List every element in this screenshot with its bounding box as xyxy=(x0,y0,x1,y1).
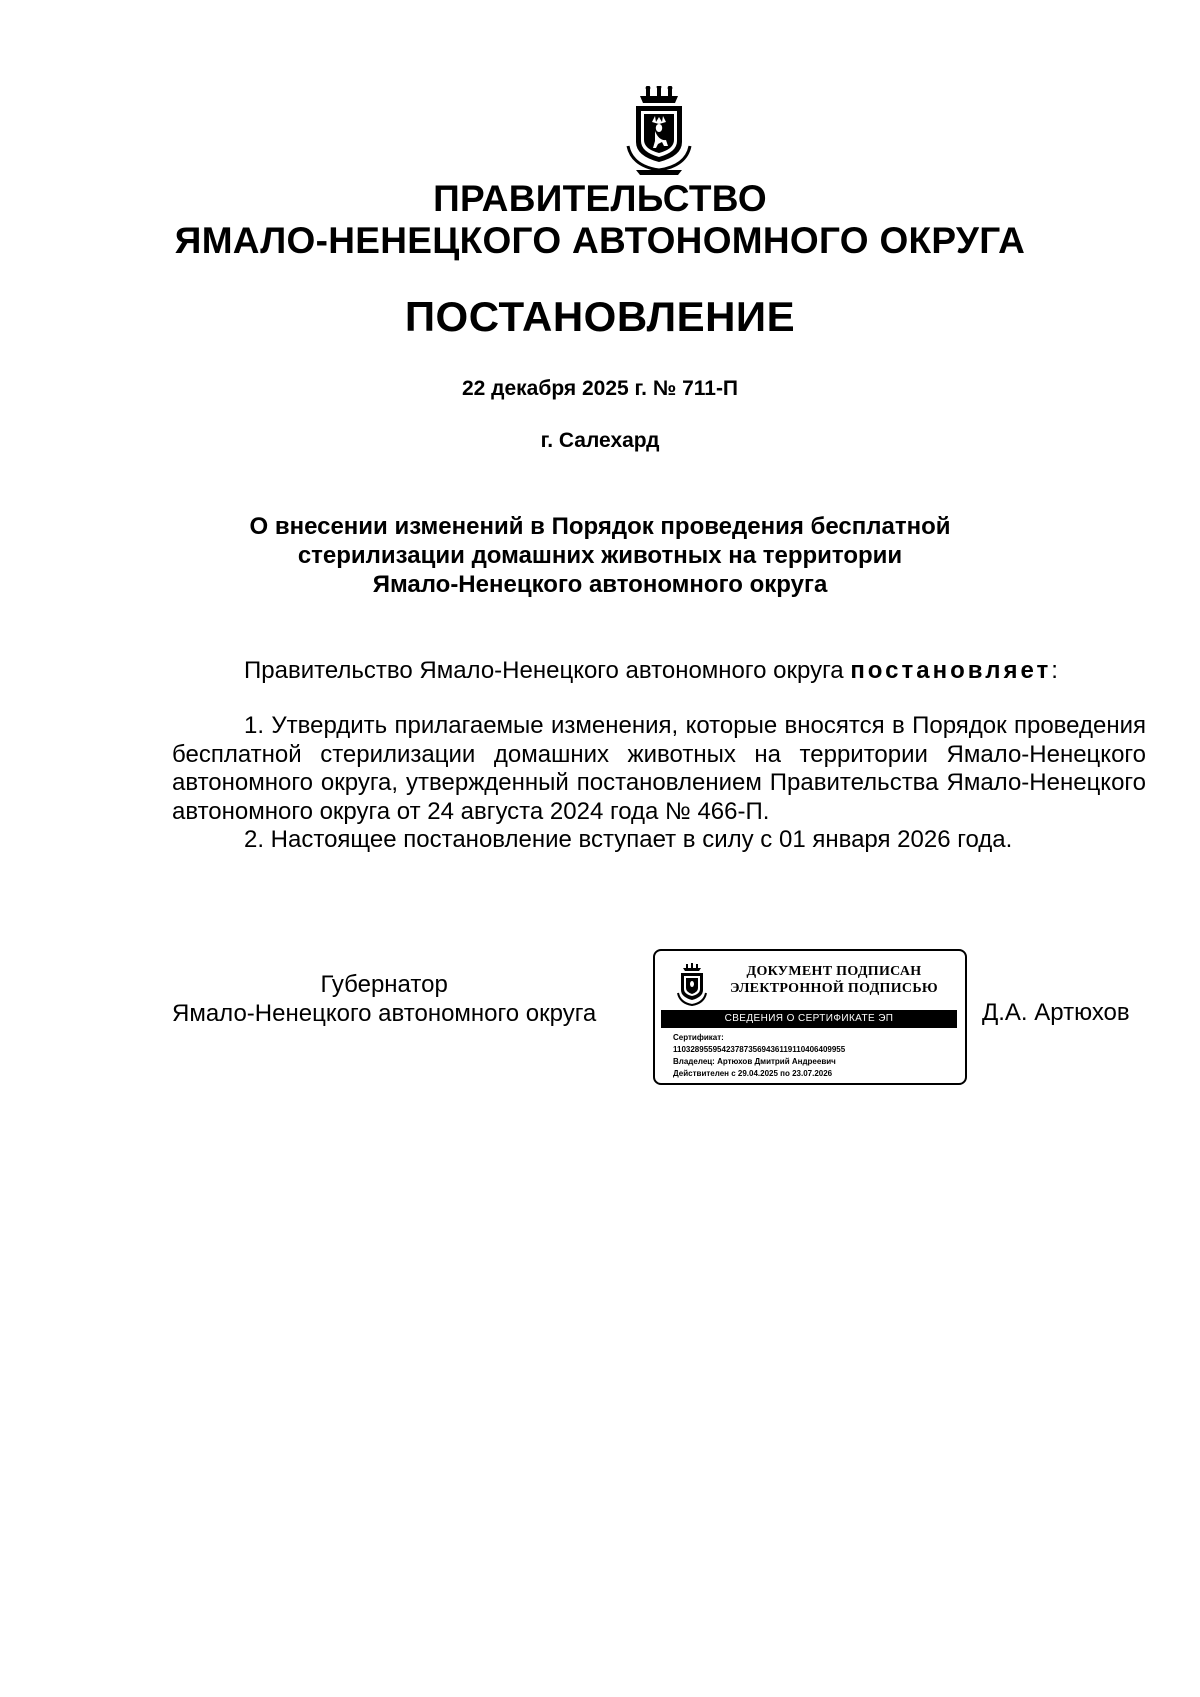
signatory-title-line-1: Губернатор xyxy=(320,971,448,998)
subject-line: О внесении изменений в Порядок проведения бесплатной xyxy=(249,513,951,540)
certificate-owner: Владелец: Артюхов Дмитрий Андреевич xyxy=(673,1057,836,1066)
certificate-number: 110328955954237873569436119110406409955 xyxy=(673,1045,846,1054)
document-body xyxy=(172,712,1146,855)
subject-line: стерилизации домашних животных на территории xyxy=(297,542,903,569)
preamble-decree-word: постановляет xyxy=(850,657,1052,684)
paragraph-1: 1. Утвердить прилагаемые изменения, которые вносятся в Порядок проведения бесплатной стерилизации домашних животных на территории Ямало-Ненецкого автономного округа, утвержденный постановлением Правительства Ямало-Ненецкого автономного округа от 24 августа 2024 года № 466-П. xyxy=(172,712,1146,825)
signatory-name: Д.А. Артюхов xyxy=(982,999,1130,1026)
certificate-details xyxy=(673,1032,845,1080)
signatory-title xyxy=(172,970,596,1028)
certificate-validity: Действителен с 29.04.2025 по 23.07.2026 xyxy=(673,1069,833,1078)
preamble xyxy=(244,656,1058,685)
document-subject xyxy=(0,512,1200,599)
stamp-title-line-2: ЭЛЕКТРОННОЙ ПОДПИСЬЮ xyxy=(730,981,938,996)
date-number-line: 22 декабря 2025 г. № 711-П xyxy=(461,377,739,400)
subject-line: Ямало-Ненецкого автономного округа xyxy=(372,571,828,598)
stamp-title-line-1: ДОКУМЕНТ ПОДПИСАН xyxy=(746,964,922,979)
document-type-title: ПОСТАНОВЛЕНИЕ xyxy=(404,293,796,340)
preamble-text: Правительство Ямало-Ненецкого автономного округа xyxy=(244,657,851,684)
electronic-signature-stamp xyxy=(653,949,967,1085)
government-title: ПРАВИТЕЛЬСТВО xyxy=(433,178,767,219)
paragraph-2: 2. Настоящее постановление вступает в силу с 01 января 2026 года. xyxy=(244,826,1013,853)
stamp-coat-of-arms-icon xyxy=(675,963,709,1007)
certificate-label: Сертификат: xyxy=(673,1033,724,1042)
preamble-colon: : xyxy=(1051,657,1058,684)
city-line: г. Салехард xyxy=(540,429,660,452)
certificate-info-bar: СВЕДЕНИЯ О СЕРТИФИКАТЕ ЭП xyxy=(661,1010,957,1028)
region-title: ЯМАЛО-НЕНЕЦКОГО АВТОНОМНОГО ОКРУГА xyxy=(174,220,1026,261)
coat-of-arms-emblem xyxy=(622,86,696,176)
signatory-title-line-2: Ямало-Ненецкого автономного округа xyxy=(172,1000,597,1027)
stamp-title xyxy=(715,963,953,997)
